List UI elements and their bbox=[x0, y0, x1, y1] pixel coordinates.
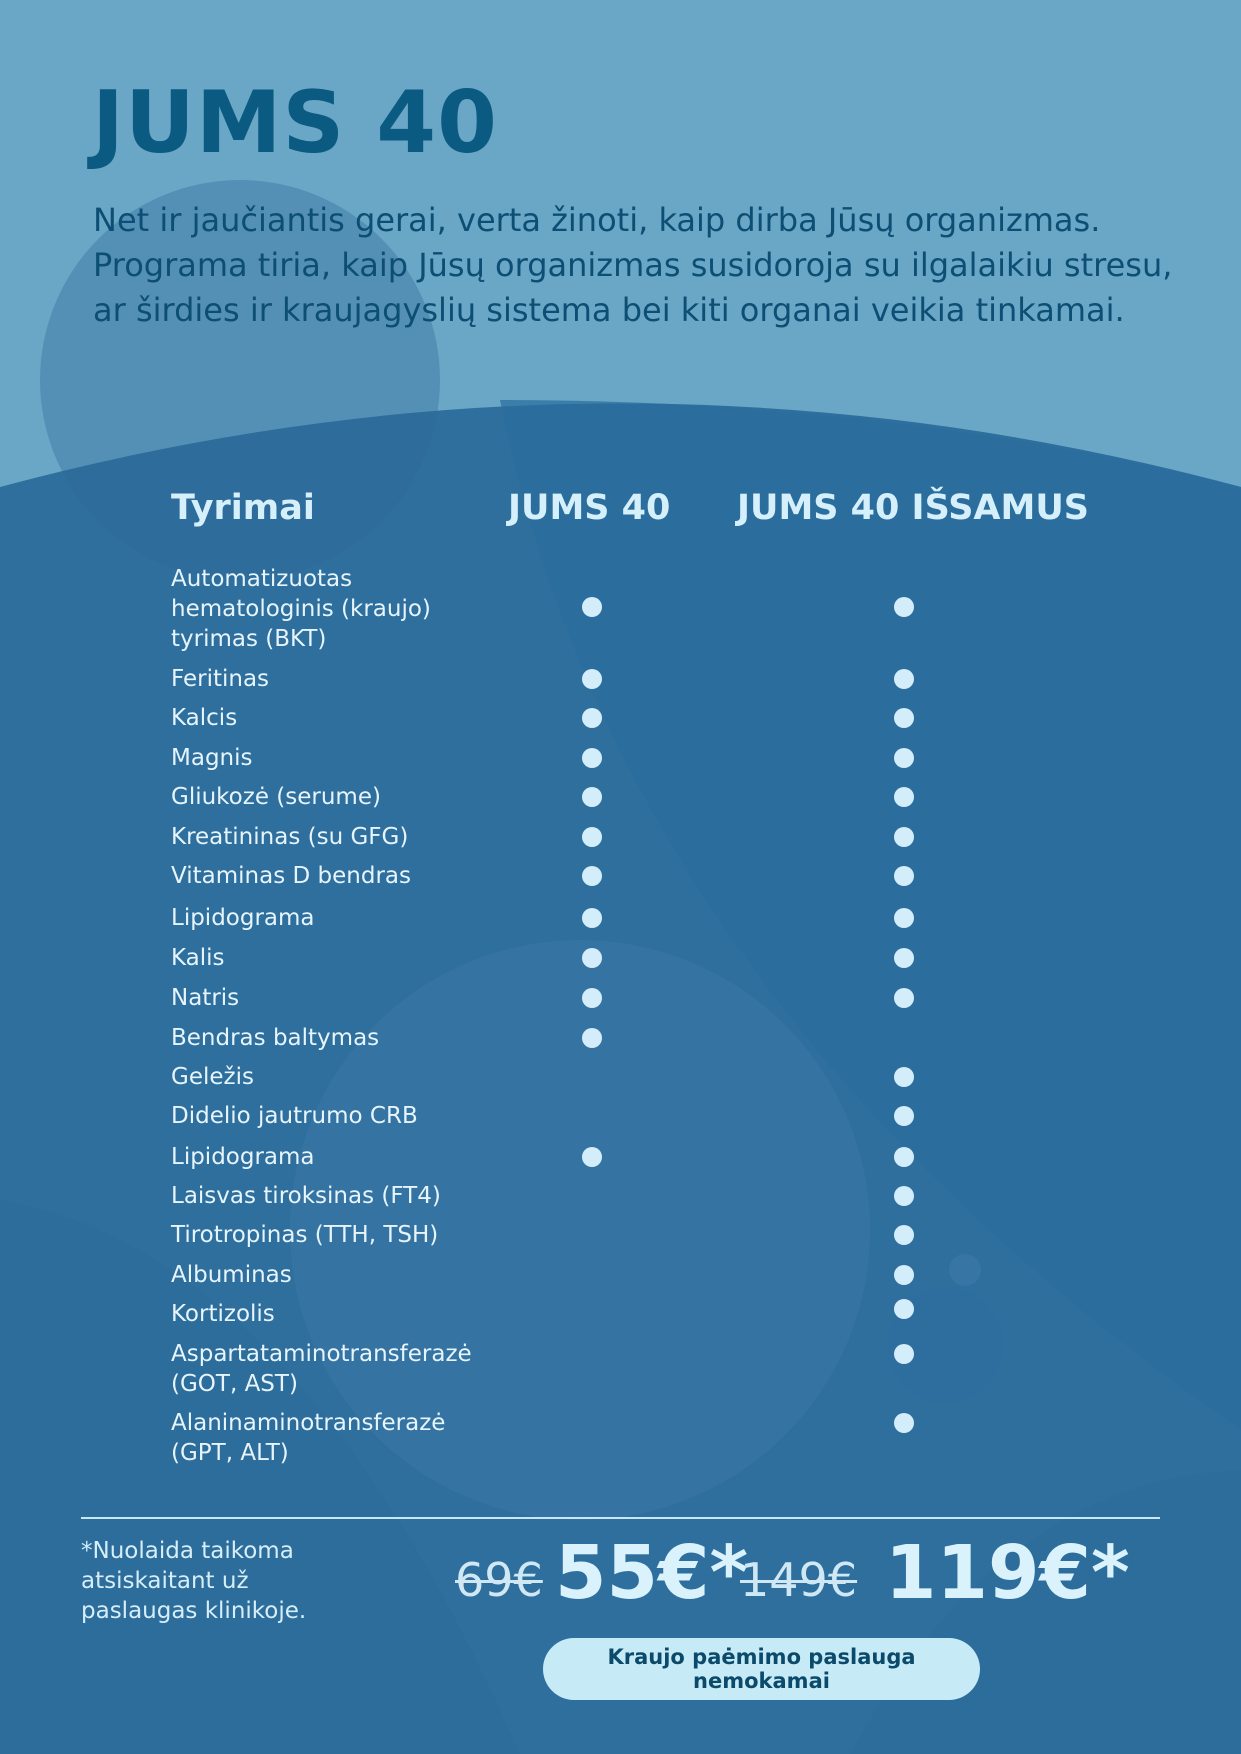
included-dot-jums40-issamus bbox=[894, 1299, 914, 1319]
test-name: Albuminas bbox=[171, 1262, 292, 1288]
test-name: Geležis bbox=[171, 1064, 254, 1090]
test-name: Alaninaminotransferazė (GPT, ALT) bbox=[171, 1410, 446, 1466]
included-dot-jums40 bbox=[582, 1147, 602, 1167]
included-dot-jums40 bbox=[582, 787, 602, 807]
test-name: Aspartataminotransferazė (GOT, AST) bbox=[171, 1341, 472, 1397]
price-new-jums40-issamus: 119€* bbox=[885, 1530, 1130, 1616]
included-dot-jums40 bbox=[582, 1028, 602, 1048]
page-title: JUMS 40 bbox=[92, 73, 498, 173]
included-dot-jums40-issamus bbox=[894, 1413, 914, 1433]
included-dot-jums40 bbox=[582, 708, 602, 728]
included-dot-jums40-issamus bbox=[894, 1106, 914, 1126]
free-blood-draw-button[interactable]: Kraujo paėmimo paslauga nemokamai bbox=[543, 1638, 980, 1700]
included-dot-jums40 bbox=[582, 988, 602, 1008]
included-dot-jums40-issamus bbox=[894, 708, 914, 728]
included-dot-jums40 bbox=[582, 827, 602, 847]
included-dot-jums40 bbox=[582, 597, 602, 617]
included-dot-jums40-issamus bbox=[894, 669, 914, 689]
included-dot-jums40-issamus bbox=[894, 1265, 914, 1285]
included-dot-jums40-issamus bbox=[894, 988, 914, 1008]
included-dot-jums40-issamus bbox=[894, 787, 914, 807]
divider bbox=[81, 1517, 1160, 1519]
discount-note: *Nuolaida taikoma atsiskaitant už paslaugas klinikoje. bbox=[81, 1538, 307, 1624]
test-name: Didelio jautrumo CRB bbox=[171, 1103, 418, 1129]
included-dot-jums40 bbox=[582, 948, 602, 968]
column-header-jums40: JUMS 40 bbox=[508, 488, 671, 528]
test-name: Kalis bbox=[171, 945, 225, 971]
intro-text: Net ir jaučiantis gerai, verta žinoti, kaip dirba Jūsų organizmas. Programa tiria, kaip Jūsų organizmas susidoroja su ilgalaikiu stresu, ar širdies ir kraujagyslių sistema bei kiti organai veikia tinkamai. bbox=[93, 201, 1173, 329]
column-header-tyrimai: Tyrimai bbox=[171, 488, 315, 528]
price-new-jums40: 55€* bbox=[555, 1530, 749, 1616]
test-name: Kortizolis bbox=[171, 1301, 275, 1327]
included-dot-jums40-issamus bbox=[894, 748, 914, 768]
included-dot-jums40 bbox=[582, 866, 602, 886]
included-dot-jums40-issamus bbox=[894, 948, 914, 968]
included-dot-jums40-issamus bbox=[894, 1186, 914, 1206]
test-name: Automatizuotas hematologinis (kraujo) tyrimas (BKT) bbox=[171, 566, 431, 652]
included-dot-jums40-issamus bbox=[894, 908, 914, 928]
test-name: Vitaminas D bendras bbox=[171, 863, 411, 889]
test-name: Gliukozė (serume) bbox=[171, 784, 381, 810]
test-name: Kalcis bbox=[171, 705, 238, 731]
price-old-jums40-issamus: 149€ bbox=[740, 1553, 858, 1607]
included-dot-jums40-issamus bbox=[894, 827, 914, 847]
test-name: Kreatininas (su GFG) bbox=[171, 824, 409, 850]
included-dot-jums40 bbox=[582, 669, 602, 689]
decor-tiny-bubble bbox=[949, 1254, 981, 1286]
included-dot-jums40 bbox=[582, 908, 602, 928]
included-dot-jums40-issamus bbox=[894, 866, 914, 886]
test-name: Laisvas tiroksinas (FT4) bbox=[171, 1183, 441, 1209]
test-name: Lipidograma bbox=[171, 905, 315, 931]
included-dot-jums40-issamus bbox=[894, 1344, 914, 1364]
test-name: Lipidograma bbox=[171, 1144, 315, 1170]
test-name: Magnis bbox=[171, 745, 253, 771]
column-header-jums40-issamus: JUMS 40 IŠSAMUS bbox=[737, 488, 1089, 528]
included-dot-jums40-issamus bbox=[894, 1067, 914, 1087]
included-dot-jums40-issamus bbox=[894, 597, 914, 617]
test-name: Tirotropinas (TTH, TSH) bbox=[171, 1222, 439, 1248]
included-dot-jums40-issamus bbox=[894, 1147, 914, 1167]
test-name: Feritinas bbox=[171, 666, 270, 692]
test-name: Natris bbox=[171, 985, 240, 1011]
test-name: Bendras baltymas bbox=[171, 1025, 380, 1051]
price-old-jums40: 69€ bbox=[455, 1553, 543, 1607]
included-dot-jums40 bbox=[582, 748, 602, 768]
included-dot-jums40-issamus bbox=[894, 1225, 914, 1245]
